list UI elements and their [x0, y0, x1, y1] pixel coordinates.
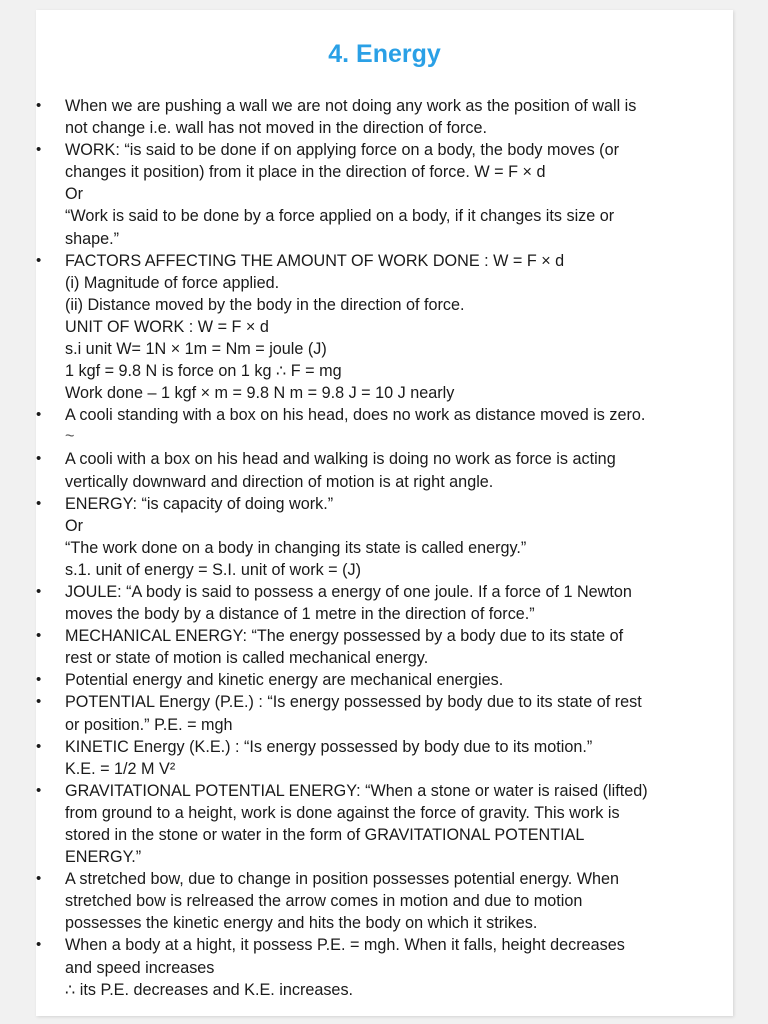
bullet-dot-icon: •: [36, 693, 42, 711]
bullet-text-line: WORK: “is said to be done if on applying force on a body, the body moves (or: [65, 141, 619, 160]
stray-mark: ~: [65, 427, 75, 446]
bullet-item: [36, 934, 736, 1000]
bullet-item: [36, 868, 736, 934]
bullet-item: [36, 691, 736, 735]
bullet-dot-icon: •: [36, 781, 42, 799]
bullet-text-line: K.E. = 1/2 M V²: [65, 759, 176, 778]
bullet-dot-icon: •: [36, 936, 42, 954]
bullet-dot-icon: •: [36, 141, 42, 159]
bullet-item: [36, 625, 736, 669]
bullet-text-line: POTENTIAL Energy (P.E.) : “Is energy possessed by body due to its state of rest: [65, 693, 642, 712]
bullet-text-line: ENERGY.”: [65, 848, 142, 867]
bullet-item: [36, 250, 736, 405]
bullet-text-line: shape.”: [65, 229, 119, 248]
bullet-text-line: stored in the stone or water in the form of GRAVITATIONAL POTENTIAL: [65, 826, 585, 844]
bullet-dot-icon: •: [36, 406, 42, 424]
bullet-text-line: from ground to a height, work is done against the force of gravity. This work is: [65, 803, 620, 822]
bullet-text-line: Or: [65, 516, 83, 535]
bullet-text-line: (i) Magnitude of force applied.: [65, 273, 280, 292]
bullet-dot-icon: •: [36, 251, 42, 269]
bullet-dot-icon: •: [36, 450, 42, 468]
bullet-text-line: When a body at a hight, it possess P.E. = mgh. When it falls, height decreases: [65, 936, 625, 955]
bullet-item: [36, 139, 736, 249]
bullet-text-line: Potential energy and kinetic energy are mechanical energies.: [65, 671, 504, 690]
bullet-dot-icon: •: [36, 870, 42, 888]
bullet-dot-icon: •: [36, 97, 42, 114]
bullet-text-line: ∴ its P.E. decreases and K.E. increases.: [65, 980, 354, 999]
bullet-text-line: changes it position) from it place in the direction of force. W = F × d: [65, 163, 546, 182]
bullet-text-line: s.1. unit of energy = S.I. unit of work = (J): [65, 560, 362, 579]
bullet-item: [36, 736, 736, 780]
bullet-text-line: When we are pushing a wall we are not doing any work as the position of wall is: [65, 97, 637, 115]
bullet-text-line: and speed increases: [65, 958, 215, 977]
bullet-item: [36, 493, 736, 581]
bullet-item: [36, 581, 736, 625]
bullet-item: [36, 669, 736, 691]
bullet-text-line: vertically downward and direction of motion is at right angle.: [65, 472, 494, 491]
bullet-text-line: Or: [65, 185, 83, 204]
bullet-text-line: Work done – 1 kgf × m = 9.8 N m = 9.8 J = 10 J nearly: [65, 384, 455, 403]
bullet-text-line: A cooli with a box on his head and walking is doing no work as force is acting: [65, 450, 616, 469]
bullet-text-line: A stretched bow, due to change in position possesses potential energy. When: [65, 870, 620, 889]
bullet-item: [36, 95, 736, 139]
bullet-text-line: not change i.e. wall has not moved in the direction of force.: [65, 119, 488, 138]
bullet-list: [36, 95, 736, 1001]
bullet-text-line: A cooli standing with a box on his head, does no work as distance moved is zero.: [65, 406, 646, 425]
bullet-text-line: ENERGY: “is capacity of doing work.”: [65, 494, 334, 513]
bullet-dot-icon: •: [36, 582, 42, 600]
bullet-text-line: or position.” P.E. = mgh: [65, 715, 233, 734]
bullet-text-line: “Work is said to be done by a force applied on a body, if it changes its size or: [65, 207, 615, 226]
bullet-text-line: s.i unit W= 1N × 1m = Nm = joule (J): [65, 340, 327, 359]
page-title: 4. Energy: [328, 40, 441, 68]
bullet-item: [36, 404, 736, 426]
bullet-text-line: KINETIC Energy (K.E.) : “Is energy possessed by body due to its motion.”: [65, 737, 593, 756]
bullet-text-line: MECHANICAL ENERGY: “The energy possessed by a body due to its state of: [65, 627, 624, 646]
bullet-text-line: stretched bow is relreased the arrow comes in motion and due to motion: [65, 892, 583, 911]
bullet-text-line: UNIT OF WORK : W = F × d: [65, 317, 269, 336]
bullet-text-line: “The work done on a body in changing its state is called energy.”: [65, 538, 527, 557]
bullet-text-line: moves the body by a distance of 1 metre in the direction of force.”: [65, 605, 535, 624]
bullet-text-line: (ii) Distance moved by the body in the direction of force.: [65, 295, 465, 314]
bullet-text-line: possesses the kinetic energy and hits the body on which it strikes.: [65, 914, 538, 933]
bullet-text-line: JOULE: “A body is said to possess a energy of one joule. If a force of 1 Newton: [65, 582, 632, 601]
bullet-dot-icon: •: [36, 494, 42, 512]
bullet-text-line: rest or state of motion is called mechanical energy.: [65, 649, 429, 668]
bullet-text-line: 1 kgf = 9.8 N is force on 1 kg ∴ F = mg: [65, 362, 342, 381]
bullet-item: [36, 448, 736, 492]
document-page: [36, 10, 733, 1016]
bullet-dot-icon: •: [36, 737, 42, 755]
bullet-dot-icon: •: [36, 627, 42, 645]
bullet-text-line: GRAVITATIONAL POTENTIAL ENERGY: “When a stone or water is raised (lifted): [65, 781, 648, 800]
bullet-dot-icon: •: [36, 671, 42, 689]
bullet-text-line: FACTORS AFFECTING THE AMOUNT OF WORK DONE : W = F × d: [65, 251, 565, 270]
bullet-item: [36, 780, 736, 868]
